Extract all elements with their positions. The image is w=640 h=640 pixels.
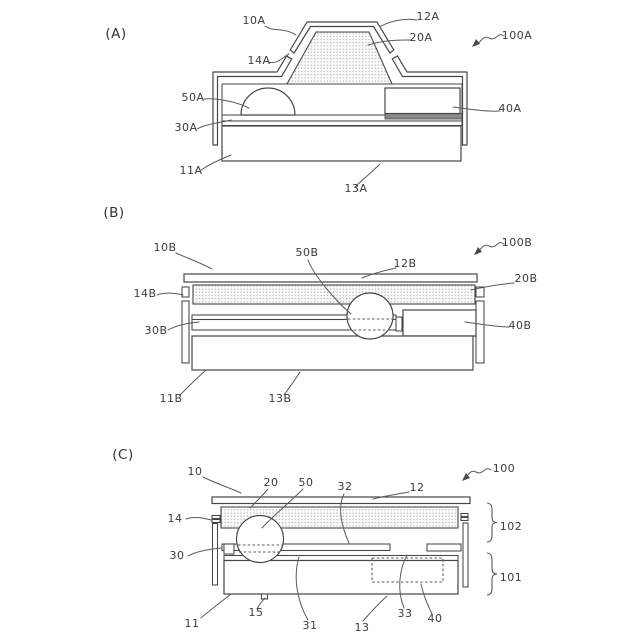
ref-label-100a: 100A	[501, 29, 533, 42]
leader-14b	[157, 293, 183, 295]
component-40a	[385, 88, 460, 114]
ref-label-13b: 13B	[268, 392, 292, 405]
ball-50b	[347, 293, 393, 339]
ref-label-10a: 10A	[242, 14, 266, 27]
dome-50a	[241, 88, 295, 115]
ref-label-20b: 20B	[514, 272, 538, 285]
ref-label-33: 33	[397, 607, 413, 620]
panel-b	[103, 205, 537, 405]
leader-11a	[201, 155, 231, 170]
layer-30b-end-cap	[396, 317, 402, 331]
ref-label-14b: 14B	[133, 287, 157, 300]
substrate-11b	[192, 336, 473, 370]
sidewall-left-b	[182, 301, 189, 363]
layer-32-right-segment	[427, 544, 461, 551]
layer-30-end-cap	[224, 544, 234, 554]
ref-label-13a: 13A	[344, 182, 368, 195]
ref-label-31: 31	[302, 619, 318, 632]
panel-c	[112, 447, 522, 634]
ref-label-10b: 10B	[153, 241, 177, 254]
sidewall-left-c	[213, 524, 218, 586]
side-tab-left-14b	[182, 287, 189, 297]
ref-label-40: 40	[427, 612, 443, 625]
ref-label-30b: 30B	[144, 324, 168, 337]
substrate-11a	[222, 126, 461, 161]
ref-label-40a: 40A	[498, 102, 522, 115]
ref-label-12b: 12B	[393, 257, 417, 270]
leader-14	[186, 517, 211, 520]
panel-c-letter: (C)	[112, 447, 134, 463]
mount-pad-a	[385, 114, 462, 120]
ref-label-10: 10	[187, 465, 203, 478]
ref-label-14: 14	[167, 512, 183, 525]
ref-label-50b: 50B	[295, 246, 319, 259]
ref-label-14a: 14A	[247, 54, 271, 67]
layer-30a-lower	[222, 121, 462, 126]
ref-label-11: 11	[184, 617, 200, 630]
ref-label-32: 32	[337, 480, 353, 493]
leader-10	[203, 477, 241, 493]
side-dash-left-lower-14c	[212, 520, 220, 523]
ref-label-30: 30	[169, 549, 185, 562]
ref-label-101: 101	[499, 571, 523, 584]
ref-label-100: 100	[492, 462, 516, 475]
ref-label-20a: 20A	[409, 31, 433, 44]
panel-a-letter: (A)	[105, 26, 127, 42]
leader-100b	[478, 243, 504, 251]
side-dash-right-upper-14c	[461, 514, 468, 517]
component-40b	[403, 310, 476, 336]
ref-label-11a: 11A	[179, 164, 203, 177]
ref-label-12: 12	[409, 481, 425, 494]
dotted-layer-20b	[193, 285, 475, 304]
ref-label-30a: 30A	[174, 121, 198, 134]
ref-label-13: 13	[354, 621, 370, 634]
sidewall-right-b	[476, 301, 484, 363]
leader-13	[363, 596, 387, 621]
leader-11	[201, 594, 231, 618]
sidewall-right-c	[463, 523, 468, 587]
top-plate-12b	[184, 274, 477, 282]
ref-label-40b: 40B	[508, 319, 532, 332]
substrate-11c	[224, 561, 458, 595]
brace-102	[487, 503, 497, 542]
ref-label-100b: 100B	[501, 236, 533, 249]
ref-label-11b: 11B	[159, 392, 183, 405]
panel-b-letter: (B)	[103, 205, 125, 221]
leader-12a	[381, 19, 417, 26]
ref-label-50: 50	[298, 476, 314, 489]
leader-100	[466, 469, 491, 477]
side-dash-right-lower-14c	[461, 518, 468, 521]
ref-label-50a: 50A	[181, 91, 205, 104]
side-dash-left-upper-14c	[212, 516, 220, 519]
ref-label-12a: 12A	[416, 10, 440, 23]
arrowhead-100a-icon	[472, 39, 480, 47]
leader-10b	[176, 253, 212, 269]
ref-label-15: 15	[248, 606, 264, 619]
panel-a	[105, 10, 532, 195]
leader-11b	[180, 370, 206, 395]
leader-100a	[478, 35, 504, 43]
ball-50c	[237, 516, 284, 563]
brace-101	[487, 553, 497, 595]
ref-label-20: 20	[263, 476, 279, 489]
leader-10a	[265, 26, 296, 35]
ref-label-102: 102	[499, 520, 523, 533]
